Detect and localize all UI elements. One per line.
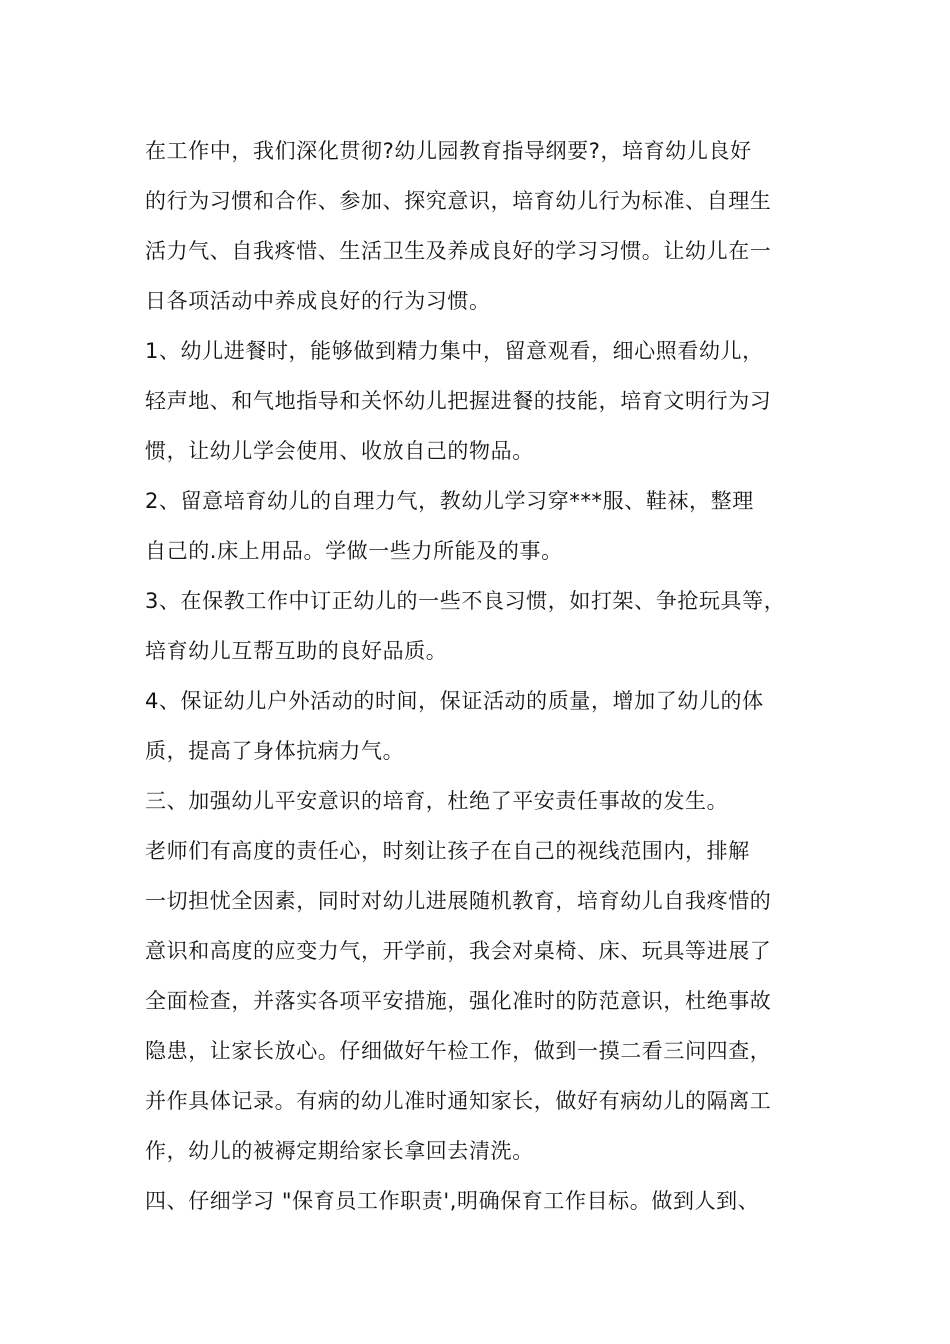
text-line: 在工作中，我们深化贯彻?幼儿园教育指导纲要?，培育幼儿良好 (145, 139, 752, 163)
text-line: 3、在保教工作中订正幼儿的一些不良习惯，如打架、争抢玩具等， (145, 589, 786, 613)
text-line: 惯，让幼儿学会使用、收放自己的物品。 (145, 439, 534, 463)
text-line: 一切担忧全因素，同时对幼儿进展随机教育，培育幼儿自我疼惜的 (145, 889, 772, 913)
text-line: 轻声地、和气地指导和关怀幼儿把握进餐的技能，培育文明行为习 (145, 389, 772, 413)
text-line: 全面检查，并落实各项平安措施，强化准时的防范意识，杜绝事故 (145, 989, 772, 1013)
text-line: 的行为习惯和合作、参加、探究意识，培育幼儿行为标准、自理生 (145, 189, 772, 213)
text-line: 意识和高度的应变力气，开学前，我会对桌椅、床、玩具等进展了 (145, 939, 772, 963)
text-line: 活力气、自我疼惜、生活卫生及养成良好的学习习惯。让幼儿在一 (145, 239, 772, 263)
text-line: 培育幼儿互帮互助的良好品质。 (145, 639, 448, 663)
text-line: 三、加强幼儿平安意识的培育，杜绝了平安责任事故的发生。 (145, 789, 729, 813)
text-line: 老师们有高度的责任心，时刻让孩子在自己的视线范围内，排解 (145, 839, 750, 863)
text-line: 自己的.床上用品。学做一些力所能及的事。 (145, 539, 563, 563)
text-line: 四、仔细学习 "保育员工作职责',明确保育工作目标。做到人到、 (145, 1189, 760, 1213)
text-line: 4、保证幼儿户外活动的时间，保证活动的质量，增加了幼儿的体 (145, 689, 764, 713)
text-line: 作，幼儿的被褥定期给家长拿回去清洗。 (145, 1139, 534, 1163)
text-line: 质，提高了身体抗病力气。 (145, 739, 405, 763)
text-line: 1、幼儿进餐时，能够做到精力集中，留意观看，细心照看幼儿， (145, 339, 764, 363)
text-line: 并作具体记录。有病的幼儿准时通知家长，做好有病幼儿的隔离工 (145, 1089, 772, 1113)
text-line: 隐患，让家长放心。仔细做好午检工作，做到一摸二看三问四查， (145, 1039, 772, 1063)
text-line: 2、留意培育幼儿的自理力气，教幼儿学习穿***服、鞋袜，整理 (145, 489, 754, 513)
text-line: 日各项活动中养成良好的行为习惯。 (145, 289, 491, 313)
